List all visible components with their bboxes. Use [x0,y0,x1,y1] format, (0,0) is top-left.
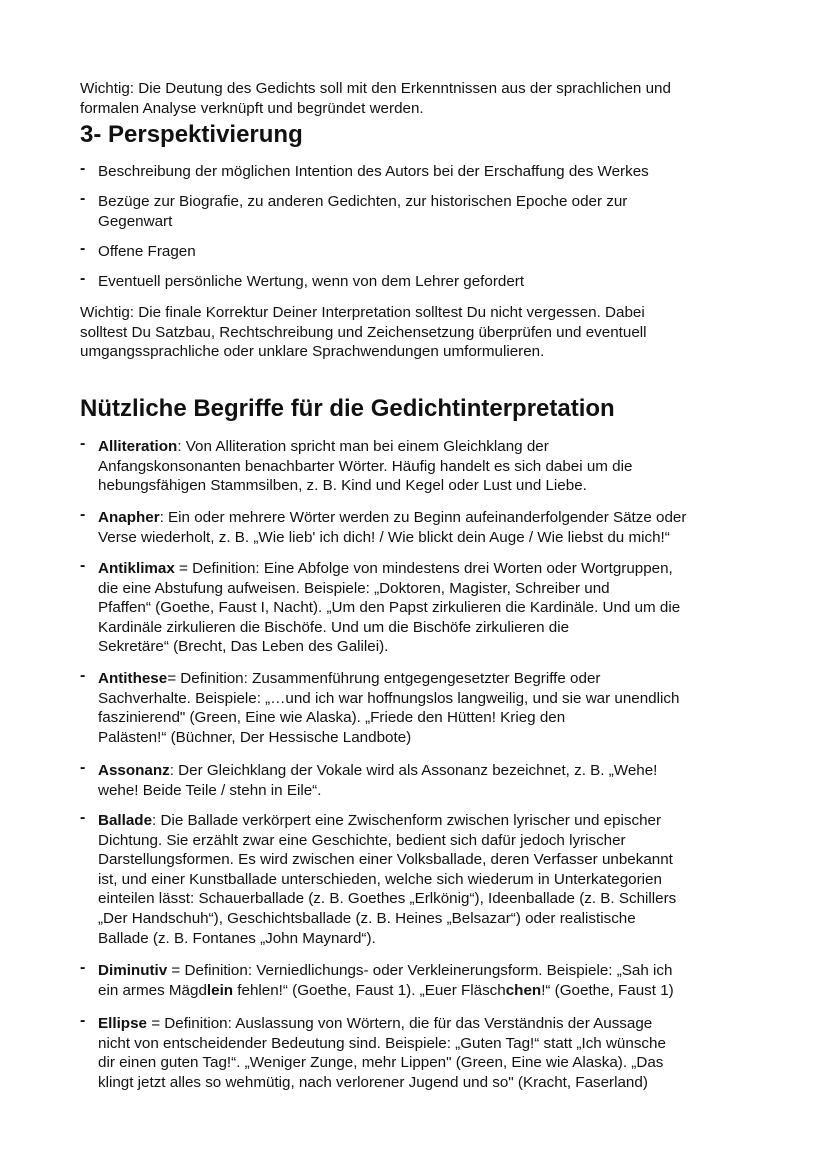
text-segment: !“ (Goethe, Faust 1) [541,981,674,999]
text-line: Sachverhalte. Beispiele: „…und ich war hoffnungslos langweilig, und sie war unendlich [98,689,680,707]
text-line: Darstellungsformen. Es wird zwischen einer Volksballade, deren Verfasser unbekannt [98,851,673,869]
term-definition-start: = Definition: Eine Abfolge von mindestens drei Worten oder Wortgruppen, [174,560,673,577]
term-definition-start: = Definition: Auslassung von Wörtern, die für das Verständnis der Aussage [146,1015,653,1032]
text-line: Anfangskonsonanten benachbarter Wörter. Häufig handelt es sich dabei um die [98,457,633,475]
final-note [80,303,760,362]
text-segment: ein armes Mägd [98,981,207,999]
term-label: Ballade [98,812,153,829]
text-line: faszinierend" (Green, Eine wie Alaska). „Friede den Hütten! Krieg den [98,709,566,727]
term-definition-start: = Definition: Zusammenführung entgegengesetzter Begriffe oder [167,670,601,687]
text-line [98,761,758,781]
text-line: Pfaffen“ (Goethe, Faust I, Nacht). „Um den Papst zirkulieren die Kardinäle. Und um die [98,599,681,617]
bullet-dash: - [80,160,86,177]
bullet-dash: - [80,667,86,684]
bullet-dash: - [80,1012,86,1029]
text-line: Wichtig: Die finale Korrektur Deiner Interpretation solltest Du nicht vergessen. Dabei [80,304,645,321]
text-line: wehe! Beide Teile / stehn in Eile“. [98,781,322,799]
text-line [98,508,758,528]
term-definition-start: : Von Alliteration spricht man bei einem Gleichklang der [177,438,549,455]
bullet-dash: - [80,270,86,287]
text-segment-bold: lein [206,981,234,999]
text-segment: fehlen!“ (Goethe, Faust 1). „Euer Fläsch [233,981,506,999]
text-line [98,669,758,689]
text-line: Wichtig: Die Deutung des Gedichts soll mit den Erkenntnissen aus der sprachlichen und [80,80,671,97]
text-line: klingt jetzt alles so wehmütig, nach verlorener Jugend und so" (Kracht, Faserland) [98,1073,648,1091]
intro-note [80,79,760,118]
term-label: Diminutiv [98,962,168,979]
text-line: dir einen guten Tag!“. „Weniger Zunge, mehr Lippen" (Green, Eine wie Alaska). „Das [98,1054,664,1072]
term-definition-start: : Der Gleichklang der Vokale wird als Assonanz bezeichnet, z. B. „Wehe! [169,762,658,779]
text-line: Ballade (z. B. Fontanes „John Maynard“). [98,929,376,947]
text-line [98,961,758,981]
text-line: Verse wiederholt, z. B. „Wie lieb' ich dich! / Wie blickt dein Auge / Wie liebst du mich!“ [98,528,670,546]
text-line: hebungsfähigen Stammsilben, z. B. Kind und Kegel oder Lust und Liebe. [98,477,587,495]
bullet-dash: - [80,506,86,523]
term-label: Alliteration [98,438,178,455]
text-line [98,559,758,579]
text-line: einteilen lässt: Schauerballade (z. B. Goethes „Erlkönig“), Ideenballade (z. B. Schillers [98,890,677,908]
text-line: Kardinäle zirkulieren die Bischöfe. Und um die Bischöfe zirkulieren die [98,618,570,636]
text-line: Beschreibung der möglichen Intention des Autors bei der Erschaffung des Werkes [98,163,649,180]
text-line [98,1014,758,1034]
text-line: solltest Du Satzbau, Rechtschreibung und Zeichensetzung überprüfen und eventuell [80,323,647,341]
text-line: umgangssprachliche oder unklare Sprachwendungen umformulieren. [80,343,545,361]
heading-begriffe: Nützliche Begriffe für die Gedichtinterpretation [80,395,615,422]
text-line [98,811,758,831]
term-definition-start: = Definition: Verniedlichungs- oder Verkleinerungsform. Beispiele: „Sah ich [167,962,673,979]
text-line: die eine Abstufung aufweisen. Beispiele: „Doktoren, Magister, Schreiber und [98,579,610,597]
text-line: Bezüge zur Biografie, zu anderen Gedichten, zur historischen Epoche oder zur [98,193,628,210]
text-line: formalen Analyse verknüpft und begründet werden. [80,99,424,117]
heading-perspektivierung: 3- Perspektivierung [80,121,303,148]
term-label: Anapher [98,509,160,526]
term-label: Ellipse [98,1015,147,1032]
term-label: Antithese [98,670,168,687]
bullet-dash: - [80,190,86,207]
text-line: „Der Handschuh“), Geschichtsballade (z. B. Heines „Belsazar“) oder realistische [98,909,636,927]
text-line: Palästen!“ (Büchner, Der Hessische Landbote) [98,728,412,746]
bullet-dash: - [80,809,86,826]
term-label: Antiklimax [98,560,175,577]
text-line: Sekretäre“ (Brecht, Das Leben des Galilei). [98,638,389,656]
bullet-dash: - [80,435,86,452]
text-line [98,981,758,1001]
term-definition-start: : Ein oder mehrere Wörter werden zu Beginn aufeinanderfolgender Sätze oder [159,509,687,526]
text-line [98,437,758,457]
text-line: Offene Fragen [98,243,196,260]
bullet-dash: - [80,557,86,574]
text-line: Dichtung. Sie erzählt zwar eine Geschichte, bedient sich dafür jedoch lyrischer [98,831,626,849]
bullet-dash: - [80,959,86,976]
text-line: ist, und einer Kunstballade unterschieden, welche sich wiederum in Unterkategorien [98,870,662,888]
term-label: Assonanz [98,762,170,779]
bullet-dash: - [80,240,86,257]
term-definition-start: : Die Ballade verkörpert eine Zwischenform zwischen lyrischer und epischer [152,812,662,829]
text-line: Eventuell persönliche Wertung, wenn von dem Lehrer gefordert [98,273,525,290]
text-line: Gegenwart [98,212,173,230]
text-line: nicht von entscheidender Bedeutung sind. Beispiele: „Guten Tag!“ statt „Ich wünsche [98,1034,666,1052]
bullet-dash: - [80,759,86,776]
text-segment-bold: chen [505,981,542,999]
